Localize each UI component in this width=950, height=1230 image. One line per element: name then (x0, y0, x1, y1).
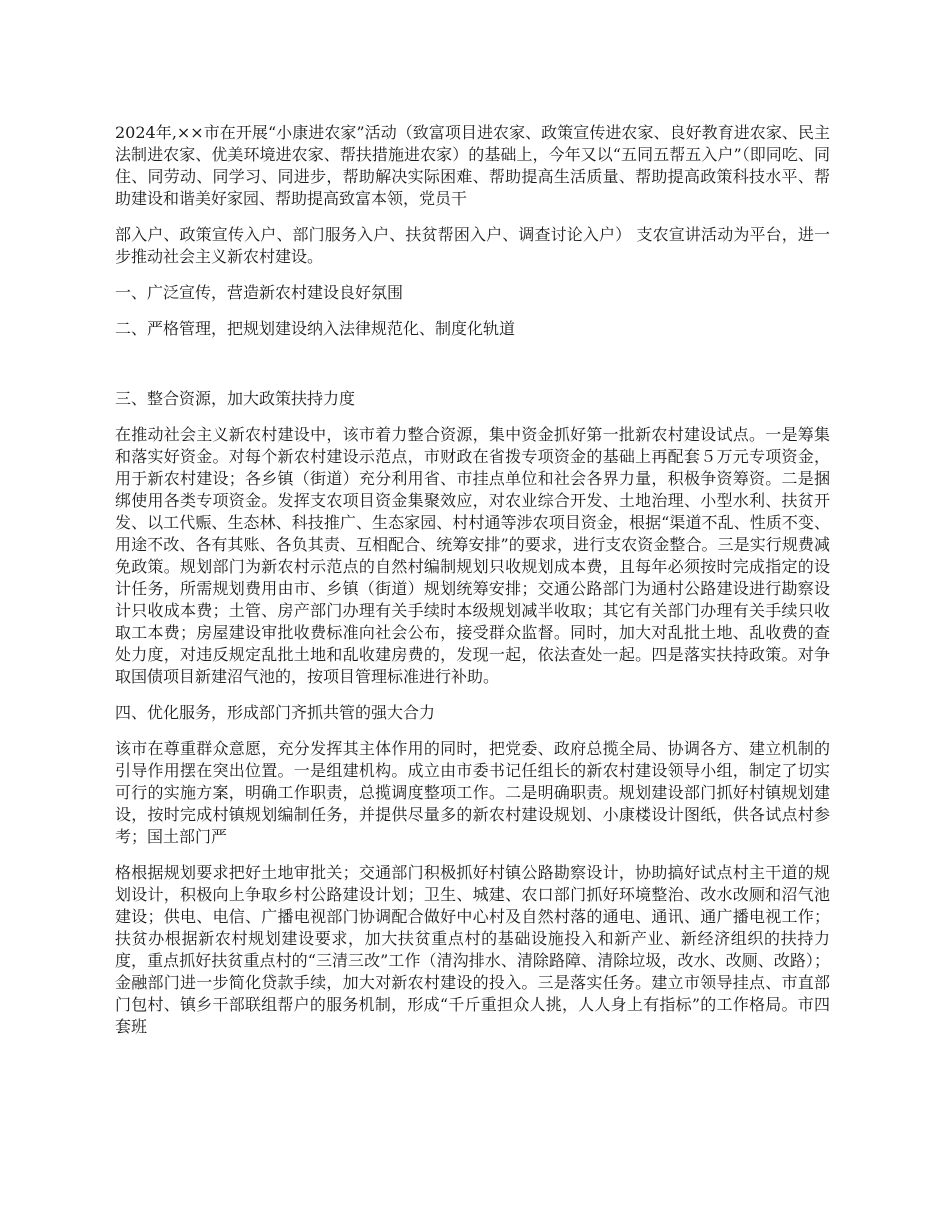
intro-paragraph: 2024年,××市在开展“小康进农家”活动（致富项目进农家、政策宣传进农家、良好教育进农家、民主法制进农家、优美环境进农家、帮扶措施进农家）的基础上，今年又以“五同五帮五入户”（即同吃、同住、同劳动、同学习、同进步，帮助解决实际困难、帮助提高生活质量、帮助提高政策科技水平、帮助建设和谐美好家园、帮助提高致富本领，党员干 (115, 123, 830, 208)
section-4-body-continued: 格根据规划要求把好土地审批关；交通部门积极抓好村镇公路勘察设计，协助搞好试点村主干道的规划设计，积极向上争取乡村公路建设计划；卫生、城建、农口部门抓好环境整治、改水改厕和沼气池建设；供电、电信、广播电视部门协调配合做好中心村及自然村落的通电、通讯、通广播电视工作；扶贫办根据新农村规划建设要求，加大扶贫重点村的基础设施投入和新产业、新经济组织的扶持力度，重点抓好扶贫重点村的“三清三改”工作（清沟排水、清除路障、清除垃圾，改水、改厕、改路）；金融部门进一步简化贷款手续，加大对新农村建设的投入。三是落实任务。建立市领导挂点、市直部门包村、镇乡干部联组帮户的服务机制，形成“千斤重担众人挑，人人身上有指标”的工作格局。市四套班 (115, 863, 830, 1036)
section-heading-4: 四、优化服务，形成部门齐抓共管的强大合力 (115, 703, 436, 722)
section-heading-2: 二、严格管理，把规划建设纳入法律规范化、制度化轨道 (115, 319, 516, 338)
section-heading-1: 一、广泛宣传，营造新农村建设良好氛围 (115, 283, 404, 302)
section-3-body: 在推动社会主义新农村建设中，该市着力整合资源，集中资金抓好第一批新农村建设试点。一是筹集和落实好资金。对每个新农村建设示范点，市财政在省拨专项资金的基础上再配套５万元专项资金，用于新农村建设；各乡镇（街道）充分利用省、市挂点单位和社会各界力量，积极争资筹资。二是捆绑使用各类专项资金。发挥支农项目资金集聚效应，对农业综合开发、土地治理、小型水利、扶贫开发、以工代赈、生态林、科技推广、生态家园、村村通等涉农项目资金，根据“渠道不乱、性质不变、用途不改、各有其账、各负其责、互相配合、统筹安排”的要求，进行支农资金整合。三是实行规费减免政策。规划部门为新农村示范点的自然村编制规划只收规划成本费，且每年必须按时完成指定的设计任务，所需规划费用由市、乡镇（街道）规划统筹安排；交通公路部门为通村公路建设进行勘察设计只收成本费；土管、房产部门办理有关手续时本级规划减半收取；其它有关部门办理有关手续只收取工本费；房屋建设审批收费标准向社会公布，接受群众监督。同时，加大对乱批土地、乱收费的查处力度，对违反规定乱批土地和乱收建房费的，发现一起，依法查处一起。四是落实扶持政策。对争取国债项目新建沼气池的，按项目管理标准进行补助。 (115, 425, 830, 686)
section-heading-3: 三、整合资源，加大政策扶持力度 (115, 389, 356, 408)
section-4-body: 该市在尊重群众意愿，充分发挥其主体作用的同时，把党委、政府总揽全局、协调各方、建立机制的引导作用摆在突出位置。一是组建机构。成立由市委书记任组长的新农村建设领导小组，制定了切实可行的实施方案，明确工作职责，总揽调度整项工作。二是明确职责。规划建设部门抓好村镇规划建设，按时完成村镇规划编制任务，并提供尽量多的新农村建设规划、小康楼设计图纸，供各试点村参考；国土部门严 (115, 739, 830, 846)
intro-paragraph-continued: 部入户、政策宣传入户、部门服务入户、扶贫帮困入户、调查讨论入户） 支农宣讲活动为平台，进一步推动社会主义新农村建设。 (115, 225, 830, 266)
document-page (115, 122, 830, 1038)
